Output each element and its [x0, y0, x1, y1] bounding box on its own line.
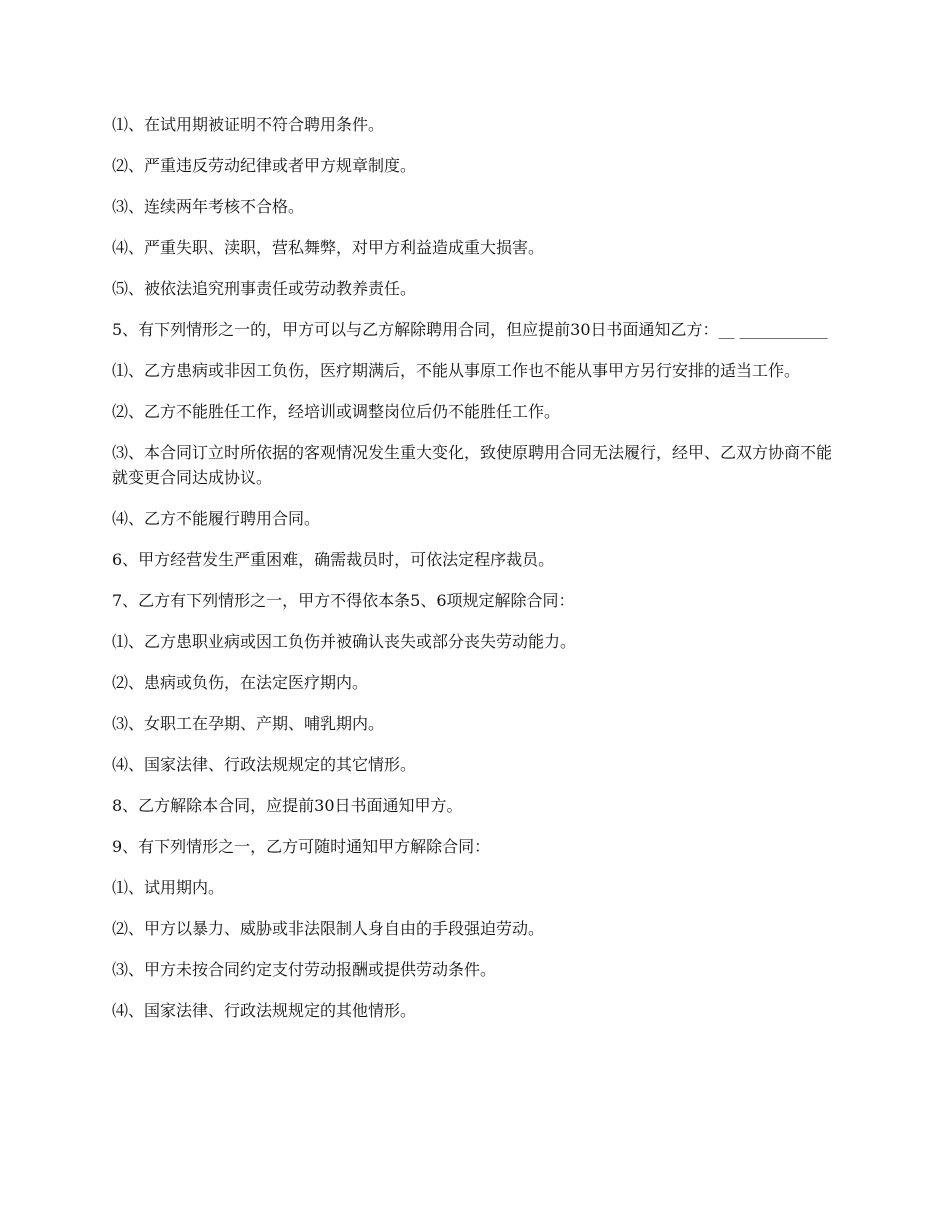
paragraph-7: ⑴、乙方患病或非因工负伤，医疗期满后，不能从事原工作也不能从事甲方另行安排的适当工作。 [112, 361, 801, 380]
paragraph-3: ⑶、连续两年考核不合格。 [112, 197, 305, 216]
paragraph-1: ⑴、在试用期被证明不符合聘用条件。 [112, 115, 385, 134]
paragraph-10: ⑷、乙方不能履行聘用合同。 [112, 509, 321, 528]
paragraph-4: ⑷、严重失职、渎职，营私舞弊，对甲方利益造成重大损害。 [112, 238, 545, 257]
paragraph-18: 9、有下列情形之一，乙方可随时通知甲方解除合同： [112, 837, 491, 856]
paragraph-13: ⑴、乙方患职业病或因工负伤并被确认丧失或部分丧失劳动能力。 [112, 632, 577, 651]
paragraph-15: ⑶、女职工在孕期、产期、哺乳期内。 [112, 714, 385, 733]
paragraph-22: ⑷、国家法律、行政法规规定的其他情形。 [112, 1001, 417, 1020]
document-body [112, 112, 842, 1023]
paragraph-12: 7、乙方有下列情形之一，甲方不得依本条5、6项规定解除合同： [112, 591, 575, 610]
paragraph-2: ⑵、严重违反劳动纪律或者甲方规章制度。 [112, 156, 417, 175]
paragraph-14: ⑵、患病或负伤，在法定医疗期内。 [112, 673, 369, 692]
paragraph-9: ⑶、本合同订立时所依据的客观情况发生重大变化，致使原聘用合同无法履行，经甲、乙双方协商不能就变更合同达成协议。 [112, 443, 833, 487]
paragraph-19: ⑴、试用期内。 [112, 878, 225, 897]
paragraph-21: ⑶、甲方未按合同约定支付劳动报酬或提供劳动条件。 [112, 960, 497, 979]
paragraph-17: 8、乙方解除本合同，应提前30日书面通知甲方。 [112, 796, 463, 815]
paragraph-5: ⑸、被依法追究刑事责任或劳动教养责任。 [112, 279, 417, 298]
paragraph-16: ⑷、国家法律、行政法规规定的其它情形。 [112, 755, 417, 774]
paragraph-8: ⑵、乙方不能胜任工作，经培训或调整岗位后仍不能胜任工作。 [112, 402, 561, 421]
paragraph-6: 5、有下列情形之一的，甲方可以与乙方解除聘用合同，但应提前30日书面通知乙方：__ ___________ [112, 320, 828, 339]
paragraph-20: ⑵、甲方以暴力、威胁或非法限制人身自由的手段强迫劳动。 [112, 919, 545, 938]
paragraph-11: 6、甲方经营发生严重困难，确需裁员时，可依法定程序裁员。 [112, 550, 555, 569]
